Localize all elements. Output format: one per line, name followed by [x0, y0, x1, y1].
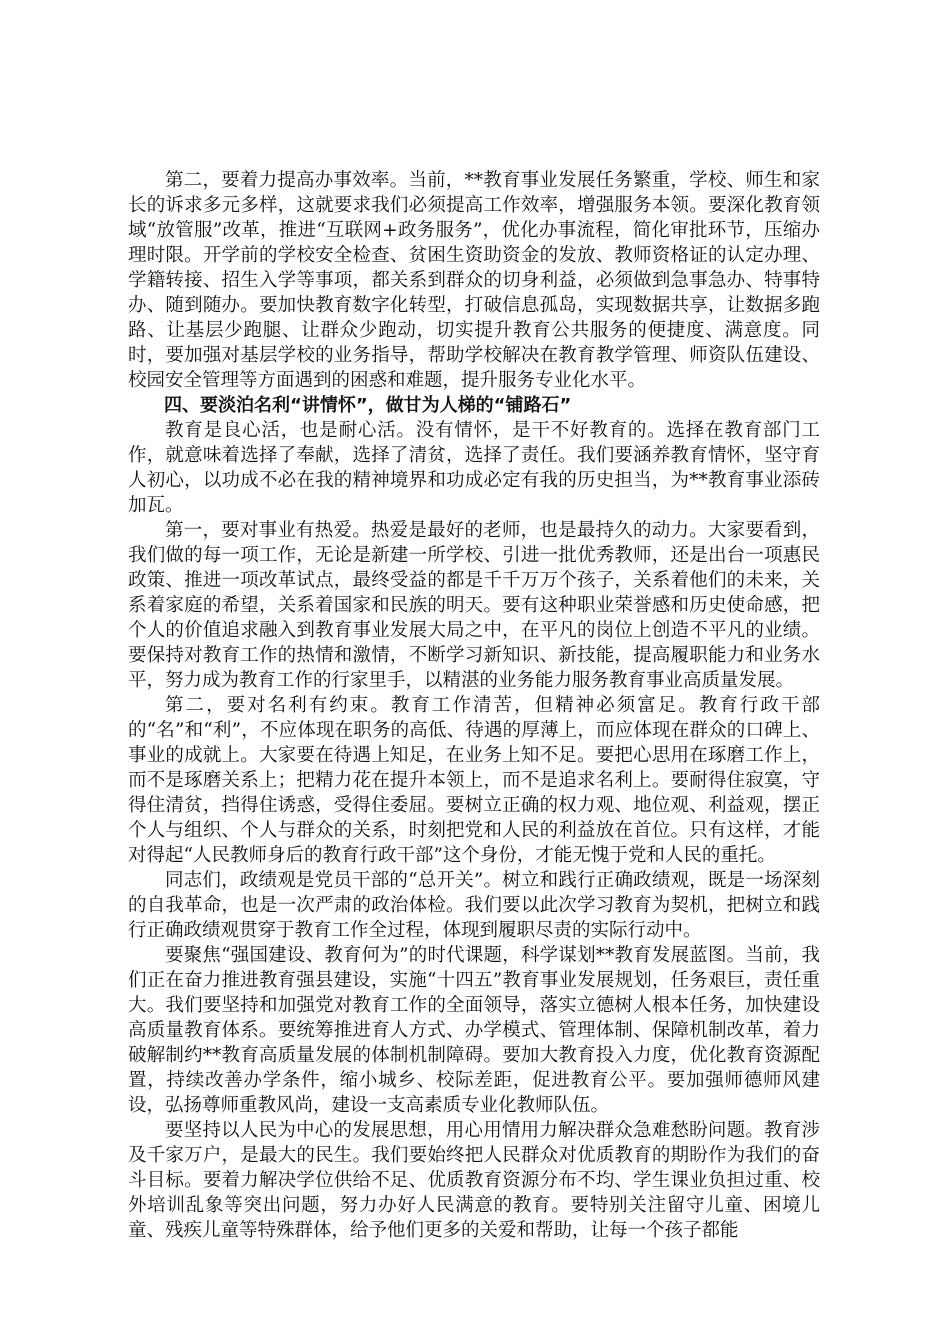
document-page — [128, 168, 820, 1243]
paragraph-people-centered: 要坚持以人民为中心的发展思想，用心用情用力解决群众急难愁盼问题。教育涉及千家万户，是最大的民生。我们要始终把人民群众对优质教育的期盼作为我们的奋斗目标。要着力解决学位供给不足、优质教育资源分布不均、学生课业负担过重、校外培训乱象等突出问题，努力办好人民满意的教育。要特别关注留守儿童、困境儿童、残疾儿童等特殊群体，给予他们更多的关爱和帮助，让每一个孩子都能 — [128, 1120, 820, 1241]
section-heading-four: 四、要淡泊名利“讲情怀”，做甘为人梯的“铺路石” — [164, 395, 572, 416]
paragraph-education-blueprint: 要聚焦“强国建设、教育何为”的时代课题，科学谋划**教育发展蓝图。当前，我们正在奋力推进教育强县建设，实施“十四五”教育事业发展规划，任务艰巨，责任重大。我们要坚持和加强党对教育工作的全面领导，落实立德树人根本任务，加快建设高质量教育体系。要统筹推进育人方式、办学模式、管理体制、保障机制改革，着力破解制约**教育高质量发展的体制机制障碍。要加大教育投入力度，优化教育资源配置，持续改善办学条件，缩小城乡、校际差距，促进教育公平。要加强师德师风建设，弘扬尊师重教风尚，建设一支高素质专业化教师队伍。 — [128, 945, 820, 1116]
paragraph-education-sentiment: 教育是良心活，也是耐心活。没有情怀，是干不好教育的。选择在教育部门工作，就意味着选择了奉献，选择了清贫，选择了责任。我们要涵养教育情怀，坚守育人初心，以功成不必在我的精神境界和功成必定有我的历史担当，为**教育事业添砖加瓦。 — [128, 420, 820, 516]
paragraph-improve-efficiency: 第二，要着力提高办事效率。当前，**教育事业发展任务繁重，学校、师生和家长的诉求多元多样，这就要求我们必须提高工作效率，增强服务本领。要深化教育领域“放管服”改革，推进“互联网+政务服务”，优化办事流程，简化审批环节，压缩办理时限。开学前的学校安全检查、贫困生资助资金的发放、教师资格证的认定办理、学籍转接、招生入学等事项，都关系到群众的切身利益，必须做到急事急办、特事特办、随到随办。要加快教育数字化转型，打破信息孤岛，实现数据共享，让数据多跑路、让基层少跑腿、让群众少跑动，切实提升教育公共服务的便捷度、满意度。同时，要加强对基层学校的业务指导，帮助学校解决在教育教学管理、师资队伍建设、校园安全管理等方面遇到的困惑和难题，提升服务专业化水平。 — [128, 170, 820, 391]
paragraph-love-career: 第一，要对事业有热爱。热爱是最好的老师，也是最持久的动力。大家要看到，我们做的每一项工作，无论是新建一所学校、引进一批优秀教师，还是出台一项惠民政策、推进一项改革试点，最终受益的都是千千万万个孩子，关系着他们的未来，关系着家庭的希望，关系着国家和民族的明天。要有这种职业荣誉感和历史使命感，把个人的价值追求融入到教育事业发展大局之中，在平凡的岗位上创造不平凡的业绩。要保持对教育工作的热情和激情，不断学习新知识、新技能，提高履职能力和业务水平，努力成为教育工作的行家里手，以精湛的业务能力服务教育事业高质量发展。 — [128, 520, 820, 691]
paragraph-restrain-fame: 第二，要对名利有约束。教育工作清苦，但精神必须富足。教育行政干部的“名”和“利”，不应体现在职务的高低、待遇的厚薄上，而应体现在群众的口碑上、事业的成就上。大家要在待遇上知足，在业务上知不足。要把心思用在琢磨工作上，而不是琢磨关系上；把精力花在提升本领上，而不是追求名利上。要耐得住寂寞，守得住清贫，挡得住诱惑，受得住委屈。要树立正确的权力观、地位观、利益观，摆正个人与组织、个人与群众的关系，时刻把党和人民的利益放在首位。只有这样，才能对得起“人民教师身后的教育行政干部”这个身份，才能无愧于党和人民的重托。 — [128, 695, 820, 866]
paragraph-political-performance: 同志们，政绩观是党员干部的“总开关”。树立和践行正确政绩观，既是一场深刻的自我革命，也是一次严肃的政治体检。我们要以此次学习教育为契机，把树立和践行正确政绩观贯穿于教育工作全过程，体现到履职尽责的实际行动中。 — [128, 870, 820, 941]
